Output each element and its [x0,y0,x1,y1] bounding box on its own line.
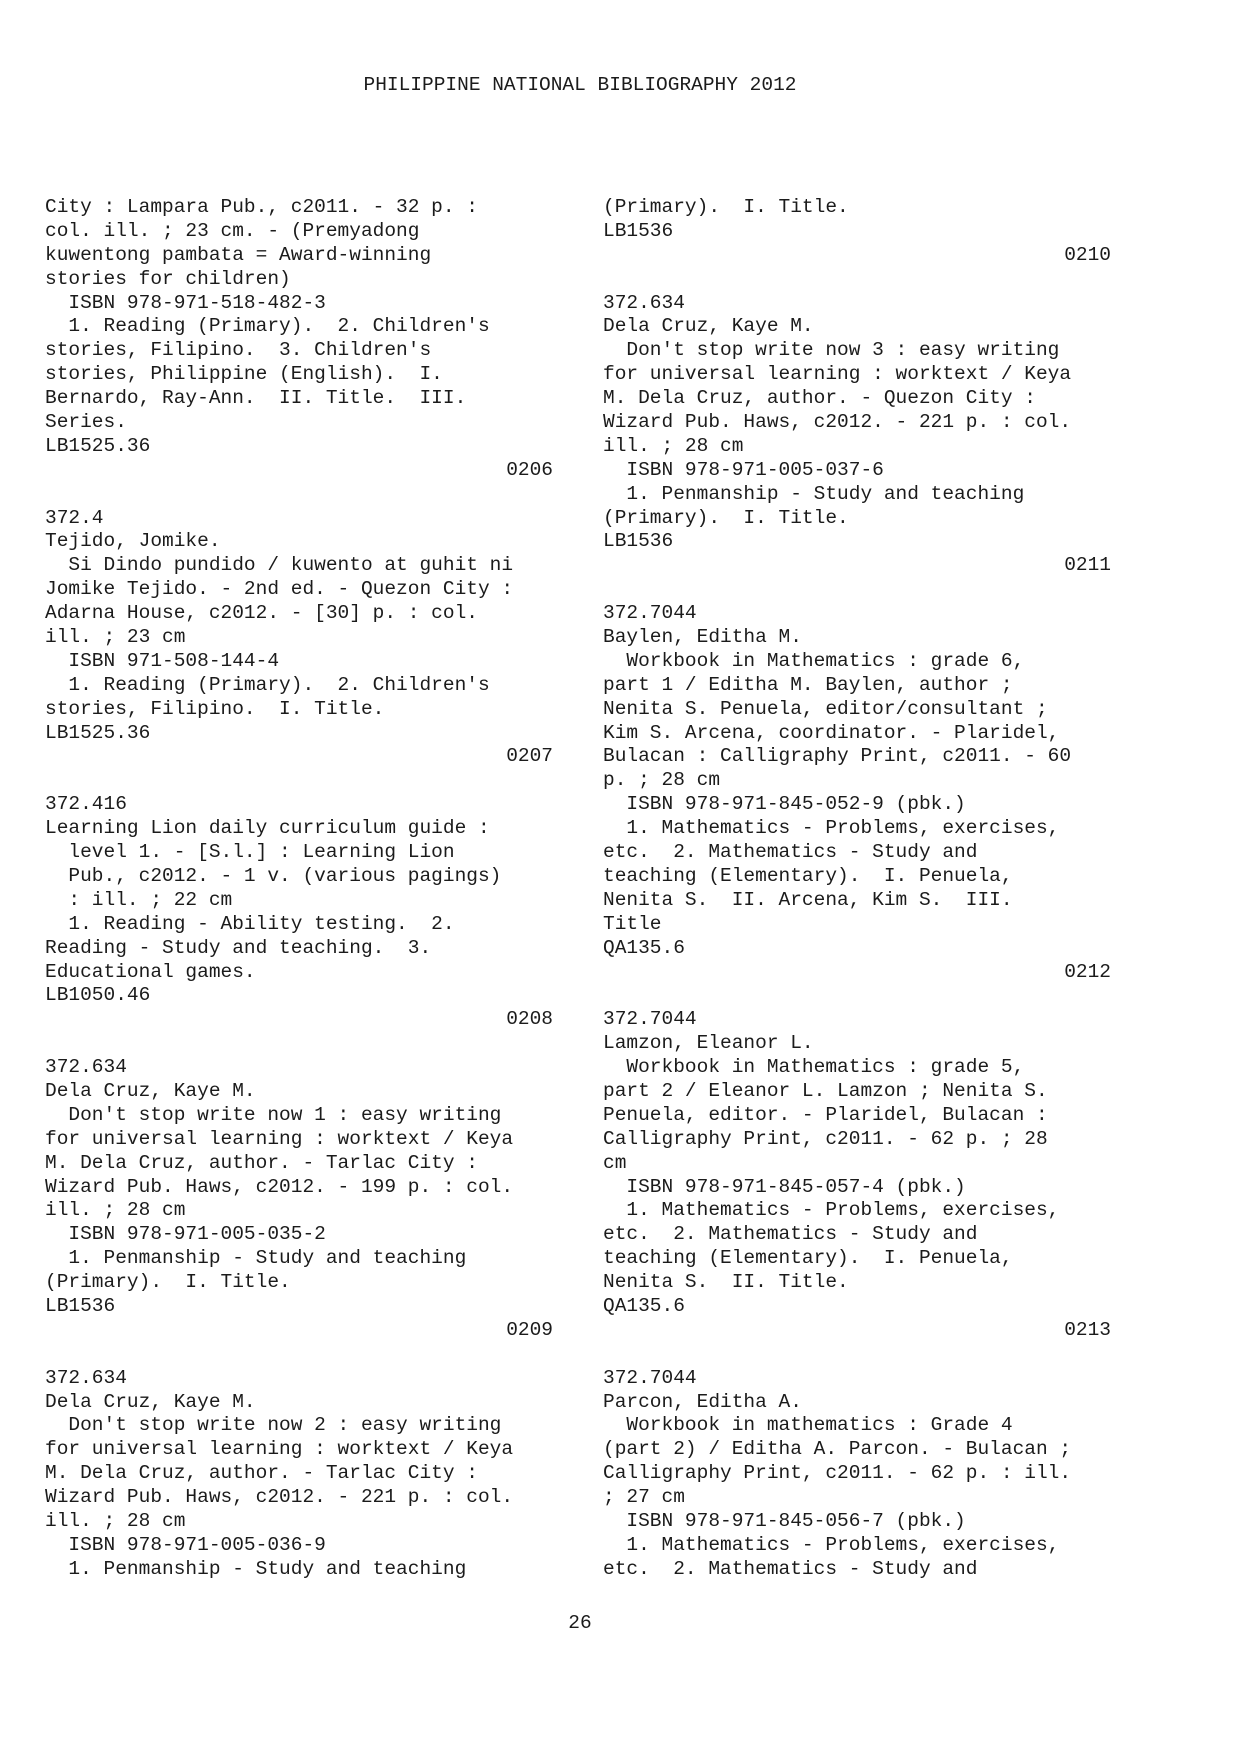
text-line: 372.634 [45,1056,127,1079]
text-line: ill. ; 28 cm [45,1509,186,1532]
text-line: stories, Philippine (English). I. [45,363,443,386]
text-line [603,578,1111,602]
text-line: Nenita S. II. Title. [603,1271,849,1294]
text-line: Educational games. [45,960,256,983]
text-line: stories for children) [45,267,291,290]
text-line: Bulacan : Calligraphy Print, c2011. - 60 [603,745,1072,768]
text-line: City : Lampara Pub., c2011. - 32 p. : [45,196,478,218]
text-line: Calligraphy Print, c2011. - 62 p. : ill. [603,1462,1072,1485]
text-line: for universal learning : worktext / Keya [45,1438,514,1461]
text-line: etc. 2. Mathematics - Study and [603,841,978,864]
text-line: ISBN 978-971-005-037-6 [603,458,884,481]
entry-number: 0207 [506,745,553,768]
text-line: QA135.6 [603,936,685,959]
text-line: Workbook in Mathematics : grade 6, [603,649,1025,672]
text-line: ISBN 978-971-005-035-2 [45,1223,326,1246]
text-line: LB1050.46 [45,984,151,1007]
text-line: Nenita S. Penuela, editor/consultant ; [603,697,1048,720]
text-line [45,483,553,507]
text-line: teaching (Elementary). I. Penuela, [603,1247,1013,1270]
text-line: LB1536 [603,219,674,242]
text-line: for universal learning : worktext / Keya [603,363,1072,386]
text-line: Don't stop write now 3 : easy writing [603,339,1060,362]
text-line [603,268,1111,292]
text-line: Wizard Pub. Haws, c2012. - 199 p. : col. [45,1175,514,1198]
entry-number: 0210 [1064,243,1111,266]
text-line: Don't stop write now 2 : easy writing [45,1414,502,1437]
text-line: Wizard Pub. Haws, c2012. - 221 p. : col. [603,411,1072,434]
text-line: ISBN 978-971-005-036-9 [45,1533,326,1556]
text-line: 1. Penmanship - Study and teaching [45,1557,467,1580]
entry-number: 0209 [506,1318,553,1341]
text-line: Kim S. Arcena, coordinator. - Plaridel, [603,721,1060,744]
text-line: Penuela, editor. - Plaridel, Bulacan : [603,1103,1048,1126]
text-line: 1. Mathematics - Problems, exercises, [603,817,1060,840]
text-line: 372.4 [45,506,104,529]
text-line: 372.634 [603,291,685,314]
text-line: col. ill. ; 23 cm. - (Premyadong [45,219,420,242]
text-line: 1. Mathematics - Problems, exercises, [603,1533,1060,1556]
text-line: part 2 / Eleanor L. Lamzon ; Nenita S. [603,1079,1048,1102]
text-line: 1. Mathematics - Problems, exercises, [603,1199,1060,1222]
text-line: stories, Filipino. 3. Children's [45,339,432,362]
text-line: (part 2) / Editha A. Parcon. - Bulacan ; [603,1438,1072,1461]
text-line: (Primary). I. Title. [45,1271,291,1294]
text-line: Jomike Tejido. - 2nd ed. - Quezon City : [45,578,514,601]
text-line: (Primary). I. Title. [603,506,849,529]
text-line: Baylen, Editha M. [603,626,802,649]
text-line: Dela Cruz, Kaye M. [45,1079,256,1102]
text-line: Si Dindo pundido / kuwento at guhit ni [45,554,514,577]
text-line: Lamzon, Eleanor L. [603,1032,814,1055]
text-line: Workbook in Mathematics : grade 5, [603,1056,1025,1079]
text-line: LB1536 [45,1294,116,1317]
text-line: Parcon, Editha A. [603,1390,802,1413]
text-line: LB1525.36 [45,434,151,457]
text-line: LB1525.36 [45,721,151,744]
text-line: QA135.6 [603,1294,685,1317]
text-line: kuwentong pambata = Award-winning [45,243,432,266]
text-line: 372.7044 [603,602,697,625]
page-header: PHILIPPINE NATIONAL BIBLIOGRAPHY 2012 [363,74,797,96]
entry-number: 0211 [1064,554,1111,577]
text-line [603,1343,1111,1367]
text-line: Series. [45,411,127,434]
entry-number: 0212 [1064,960,1111,983]
text-line: 1. Penmanship - Study and teaching [45,1247,467,1270]
text-line: 1. Reading (Primary). 2. Children's [45,673,490,696]
text-line [45,1343,553,1367]
text-line: ISBN 978-971-845-052-9 (pbk.) [603,793,966,816]
entry-number: 0206 [506,458,553,481]
text-line: Title [603,912,662,935]
right-column [603,196,1111,1582]
text-line: Dela Cruz, Kaye M. [45,1390,256,1413]
text-line: Don't stop write now 1 : easy writing [45,1103,502,1126]
text-line: 372.634 [45,1366,127,1389]
text-line: Workbook in mathematics : Grade 4 [603,1414,1013,1437]
text-line: ISBN 978-971-518-482-3 [45,291,326,314]
text-line: ISBN 978-971-845-057-4 (pbk.) [603,1175,966,1198]
text-line: for universal learning : worktext / Keya [45,1127,514,1150]
text-line: Learning Lion daily curriculum guide : [45,817,490,840]
text-line: Pub., c2012. - 1 v. (various pagings) [45,864,502,887]
text-line: ill. ; 28 cm [603,434,744,457]
text-line: Wizard Pub. Haws, c2012. - 221 p. : col. [45,1486,514,1509]
text-line: M. Dela Cruz, author. - Quezon City : [603,387,1036,410]
text-line: level 1. - [S.l.] : Learning Lion [45,841,455,864]
text-line: Adarna House, c2012. - [30] p. : col. [45,602,478,625]
text-line: p. ; 28 cm [603,769,721,792]
text-line [45,769,553,793]
text-line [603,984,1111,1008]
text-line: Reading - Study and teaching. 3. [45,936,432,959]
entry-number: 0208 [506,1008,553,1031]
text-line: M. Dela Cruz, author. - Tarlac City : [45,1151,478,1174]
text-line: etc. 2. Mathematics - Study and [603,1223,978,1246]
text-line: Nenita S. II. Arcena, Kim S. III. [603,888,1013,911]
text-line: 372.7044 [603,1366,697,1389]
page-number: 26 [568,1612,592,1634]
text-line: teaching (Elementary). I. Penuela, [603,864,1013,887]
text-line: ill. ; 28 cm [45,1199,186,1222]
text-line: Bernardo, Ray-Ann. II. Title. III. [45,387,467,410]
text-line: 1. Reading (Primary). 2. Children's [45,315,490,338]
text-line: Dela Cruz, Kaye M. [603,315,814,338]
text-line: 372.7044 [603,1008,697,1031]
text-line: etc. 2. Mathematics - Study and [603,1557,978,1580]
text-line: M. Dela Cruz, author. - Tarlac City : [45,1462,478,1485]
text-line: stories, Filipino. I. Title. [45,697,385,720]
text-line: Tejido, Jomike. [45,530,221,553]
text-line: (Primary). I. Title. [603,196,849,218]
left-column [45,196,553,1582]
text-line: ISBN 978-971-845-056-7 (pbk.) [603,1509,966,1532]
text-line: : ill. ; 22 cm [45,888,233,911]
text-line: part 1 / Editha M. Baylen, author ; [603,673,1013,696]
text-line: ill. ; 23 cm [45,626,186,649]
text-line: LB1536 [603,530,674,553]
text-line: ; 27 cm [603,1486,685,1509]
text-line: cm [603,1151,627,1174]
text-line [45,1032,553,1056]
text-line: 1. Penmanship - Study and teaching [603,482,1025,505]
text-line: 372.416 [45,793,127,816]
text-line: ISBN 971-508-144-4 [45,649,280,672]
text-line: 1. Reading - Ability testing. 2. [45,912,455,935]
entry-number: 0213 [1064,1318,1111,1341]
text-line: Calligraphy Print, c2011. - 62 p. ; 28 [603,1127,1048,1150]
